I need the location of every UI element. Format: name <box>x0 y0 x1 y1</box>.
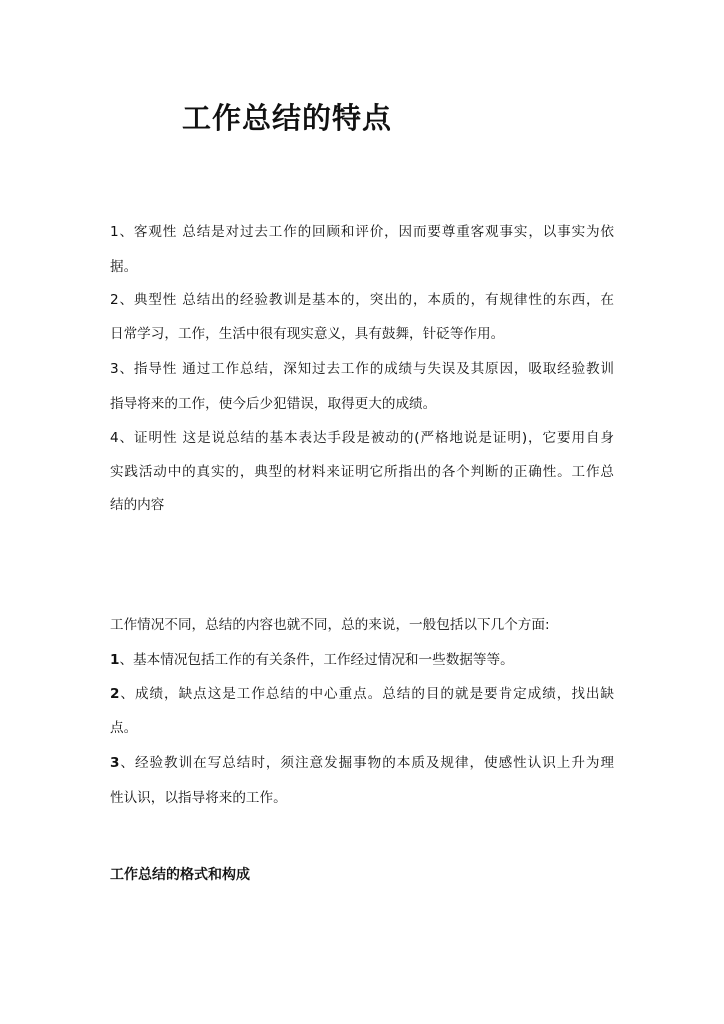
item-text: 、基本情况包括工作的有关条件，工作经过情况和一些数据等等。 <box>119 652 514 668</box>
item-number: 1 <box>110 652 120 668</box>
content-item-3-line-2: 性认识，以指导将来的工作。 <box>110 790 287 806</box>
feature-4-line-3: 结的内容 <box>110 497 165 513</box>
item-number: 2 <box>110 686 120 702</box>
content-item-2 <box>110 685 614 703</box>
feature-2-line-1: 2、典型性 总结出的经验教训是基本的，突出的，本质的，有规律性的东西，在 <box>110 292 614 308</box>
feature-4-line-2: 实践活动中的真实的，典型的材料来证明它所指出的各个判断的正确性。工作总 <box>110 464 614 480</box>
page-title: 工作总结的特点 <box>182 101 393 135</box>
content-item-1 <box>110 651 614 669</box>
item-text: 、成绩，缺点这是工作总结的中心重点。总结的目的就是要肯定成绩，找出缺 <box>119 686 614 702</box>
section-heading: 工作总结的格式和构成 <box>110 867 250 883</box>
feature-3-line-1: 3、指导性 通过工作总结，深知过去工作的成绩与失误及其原因，吸取经验教训 <box>110 361 614 377</box>
content-item-2-line-2: 点。 <box>110 720 138 736</box>
feature-2-line-2: 日常学习，工作，生活中很有现实意义，具有鼓舞，针砭等作用。 <box>110 326 505 342</box>
feature-4-line-1: 4、证明性 这是说总结的基本表达手段是被动的(严格地说是证明)，它要用自身 <box>110 430 614 446</box>
item-number: 3 <box>110 755 120 771</box>
content-intro: 工作情况不同，总结的内容也就不同，总的来说，一般包括以下几个方面: <box>110 617 550 633</box>
feature-3-line-2: 指导将来的工作，使今后少犯错误，取得更大的成绩。 <box>110 396 437 412</box>
feature-1-line-2: 据。 <box>110 259 138 275</box>
content-item-3 <box>110 754 614 772</box>
feature-1-line-1: 1、客观性 总结是对过去工作的回顾和评价，因而要尊重客观事实，以事实为依 <box>110 224 614 240</box>
item-text: 、经验教训在写总结时，须注意发掘事物的本质及规律，使感性认识上升为理 <box>119 755 614 771</box>
